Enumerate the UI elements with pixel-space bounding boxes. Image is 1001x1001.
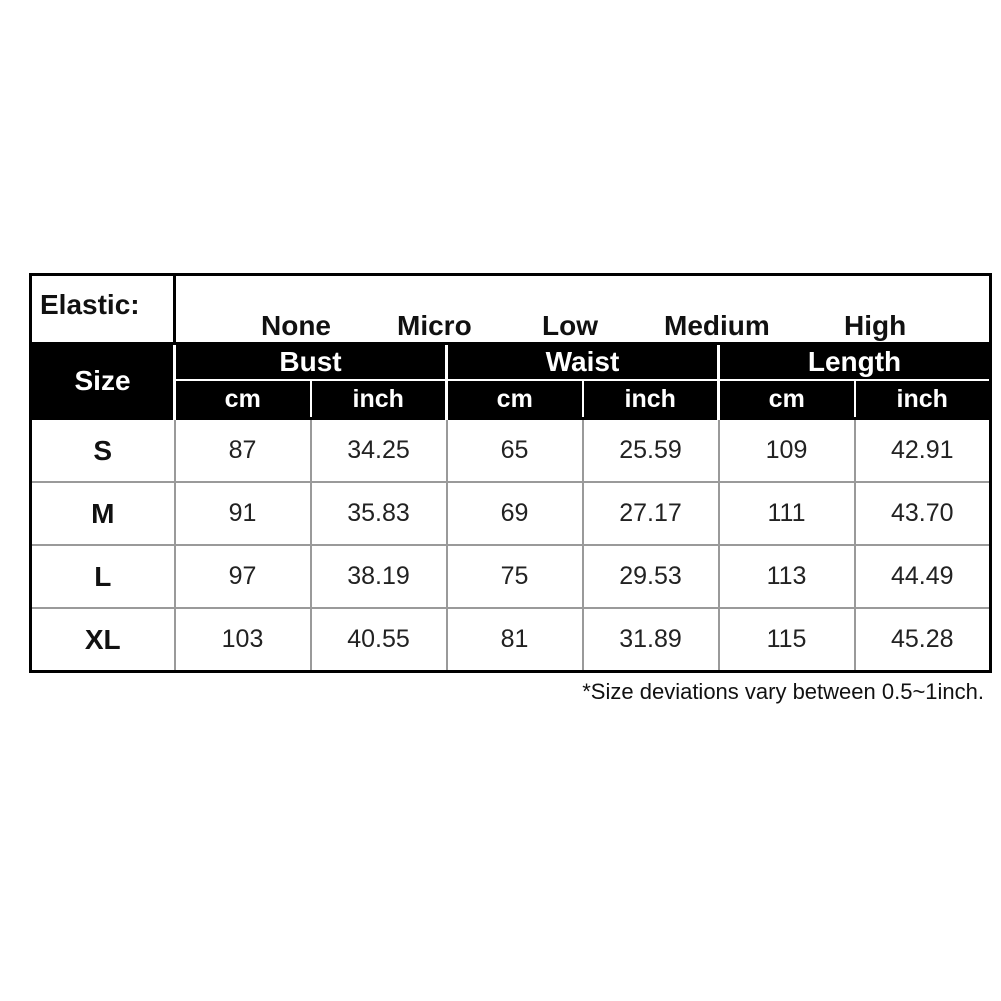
table-row: [31, 608, 991, 672]
waist-inch-cell: 29.53: [583, 545, 719, 608]
bust-cm-cell: 87: [175, 419, 311, 483]
size-table: [29, 273, 992, 673]
length-inch-cell: 45.28: [890, 625, 954, 653]
waist-cm-cell: 65: [447, 419, 583, 483]
length-cm-cell: 109: [719, 419, 855, 483]
bust-inch-cell: 35.83: [311, 482, 447, 545]
length-inch-cell: 44.49: [855, 545, 991, 608]
size-cell: S: [31, 419, 175, 483]
bust-inch-cell: 34.25: [311, 419, 447, 483]
size-cell: L: [31, 545, 175, 608]
elastic-option-medium: Medium: [664, 310, 770, 341]
elastic-option-micro: Micro: [397, 310, 472, 341]
table-row: [31, 419, 991, 483]
bust-cm-cell: 91: [175, 482, 311, 545]
bust-cm-header: cm: [175, 380, 311, 419]
waist-cm-header: cm: [447, 380, 583, 419]
size-column-header: Size: [31, 344, 175, 419]
header-unit-row: [31, 380, 991, 419]
elastic-option-high: High: [844, 310, 907, 341]
size-cell: M: [31, 482, 175, 545]
table-row: [31, 545, 991, 608]
waist-cm-cell: 75: [447, 545, 583, 608]
length-inch-header: inch: [855, 380, 991, 419]
size-cell: XL: [31, 608, 175, 672]
length-cm-cell: 115: [719, 608, 855, 672]
length-cm-header: cm: [719, 380, 855, 419]
table-row: [31, 482, 991, 545]
waist-header: Waist: [447, 344, 719, 381]
length-cm-cell: 113: [719, 545, 855, 608]
waist-cm-cell: 81: [447, 608, 583, 672]
bust-header: Bust: [175, 344, 447, 381]
bust-inch-cell: 40.55: [311, 608, 447, 672]
elastic-label: Elastic:: [31, 271, 175, 340]
elastic-option-none: None: [261, 310, 331, 341]
header-group-row: [31, 344, 991, 381]
elastic-row: [31, 275, 991, 344]
bust-inch-cell: 38.19: [311, 545, 447, 608]
bust-inch-header: inch: [311, 380, 447, 419]
elastic-options: [175, 275, 991, 344]
length-header: Length: [719, 344, 991, 381]
bust-cm-cell: 103: [175, 608, 311, 672]
length-cm-cell: 111: [719, 482, 855, 545]
size-deviation-note: *Size deviations vary between 0.5~1inch.: [582, 679, 984, 704]
waist-inch-cell: 25.59: [583, 419, 719, 483]
waist-inch-header: inch: [583, 380, 719, 419]
length-inch-cell: 43.70: [855, 482, 991, 545]
length-inch-cell: 42.91: [855, 419, 991, 483]
elastic-option-low: Low: [542, 310, 598, 341]
waist-inch-cell: 27.17: [583, 482, 719, 545]
bust-cm-cell: 97: [175, 545, 311, 608]
waist-cm-cell: 69: [447, 482, 583, 545]
size-chart: [29, 273, 989, 673]
waist-inch-cell: 31.89: [583, 608, 719, 672]
